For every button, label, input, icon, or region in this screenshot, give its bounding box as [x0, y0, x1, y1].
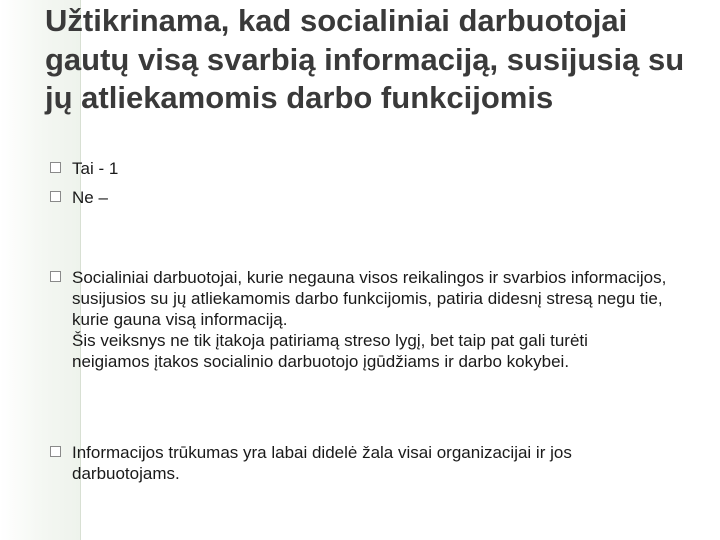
option-text: Tai - 1 — [72, 159, 119, 178]
checkbox-bullet-icon — [50, 162, 61, 173]
checkbox-bullet-icon — [50, 191, 61, 202]
list-item — [44, 158, 684, 179]
point-text: Informacijos trūkumas yra labai didelė žala visai organizacijai ir jos darbuotojams. — [72, 443, 572, 483]
list-item — [44, 267, 684, 372]
slide-title: Užtikrinama, kad socialiniai darbuotojai gautų visą svarbią informaciją, susijusią su jų atliekamomis darbo funkcijomis — [45, 3, 685, 115]
list-item — [44, 187, 684, 208]
option-text: Ne – — [72, 188, 108, 207]
checkbox-bullet-icon — [50, 446, 61, 457]
point-text: Socialiniai darbuotojai, kurie negauna visos reikalingos ir svarbios informacijos, susijusios su jų atliekamomis darbo funkcijomis, patiria didesnį stresą negu tie, kurie gauna visą informaciją. Šis veiksnys ne tik įtakoja patiriamą streso lygį, bet taip pat gali turėti neigiamos įtakos socialinio darbuotojo įgūdžiams ir darbo kokybei. — [72, 268, 667, 371]
list-item — [44, 442, 684, 484]
checkbox-bullet-icon — [50, 271, 61, 282]
